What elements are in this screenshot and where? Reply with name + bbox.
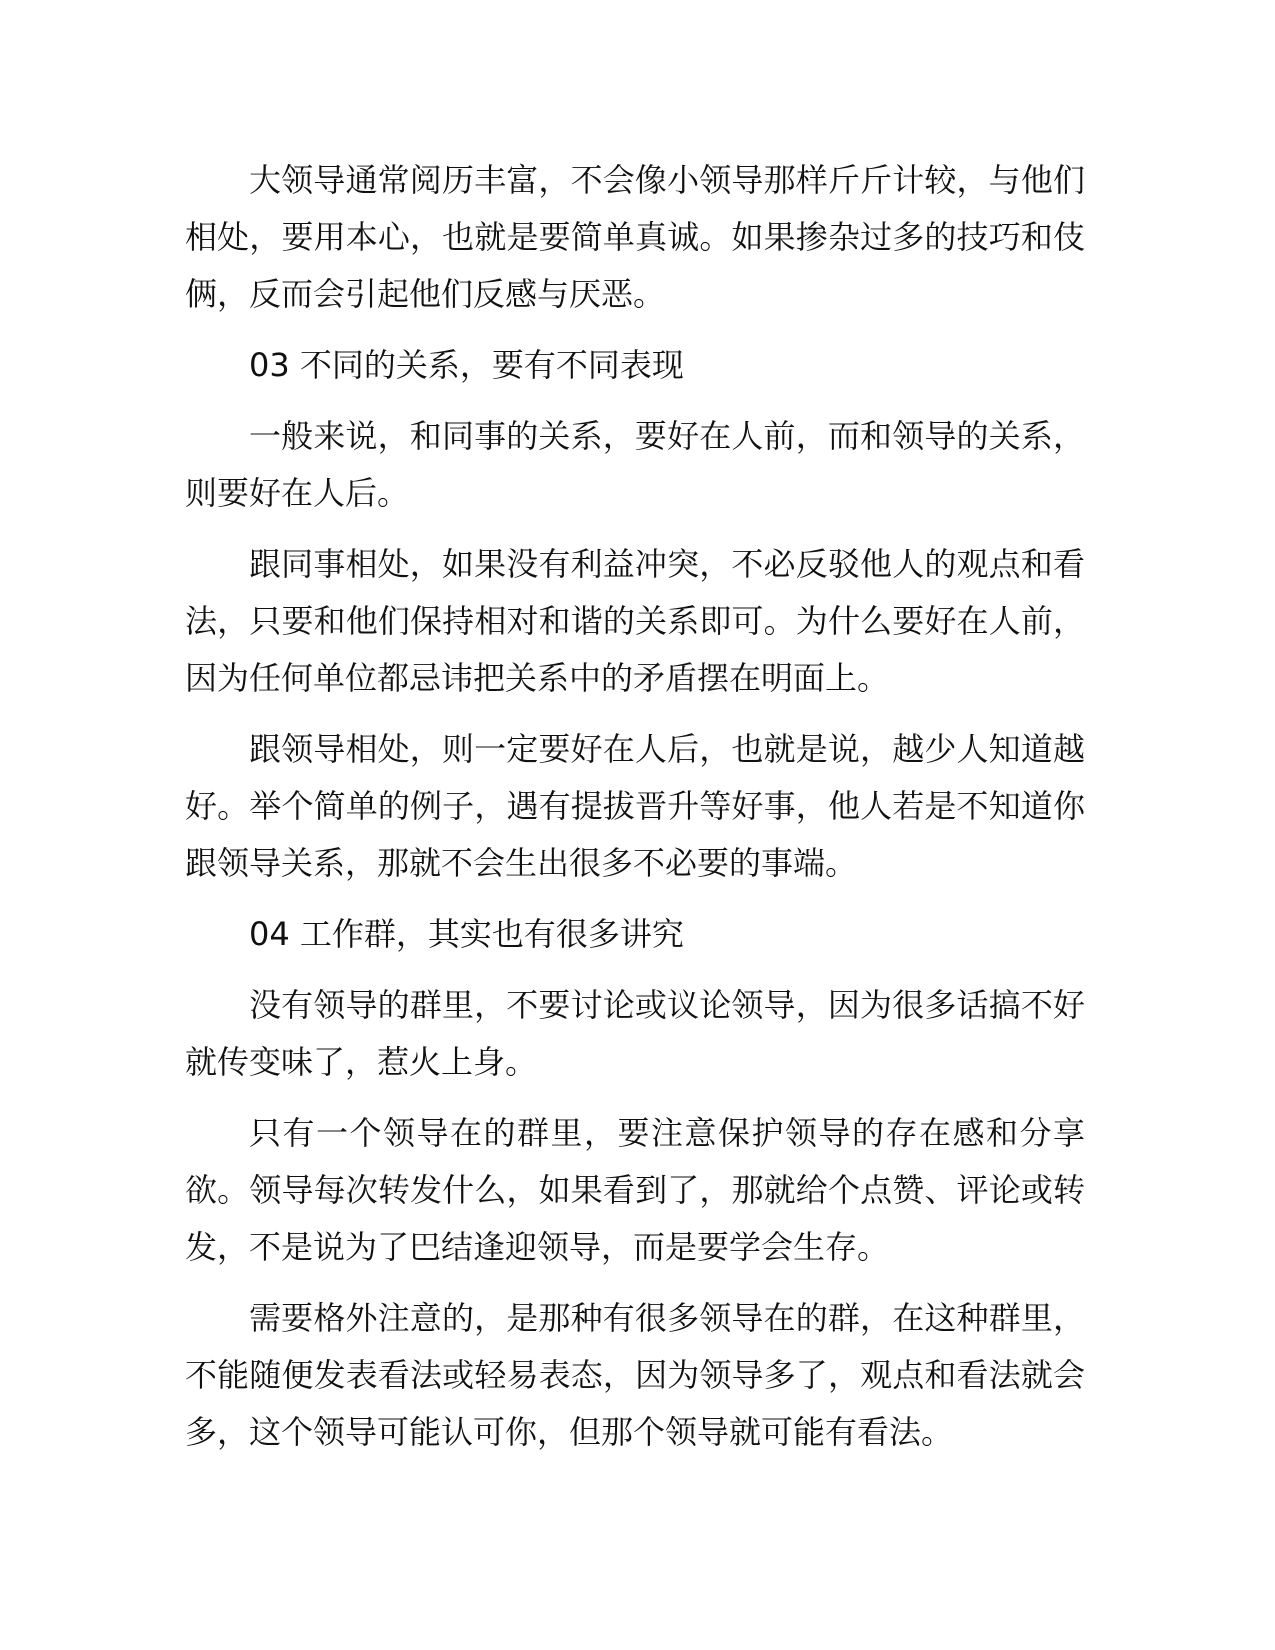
paragraph: 一般来说，和同事的关系，要好在人前，而和领导的关系，则要好在人后。 <box>185 417 1085 512</box>
paragraph: 没有领导的群里，不要讨论或议论领导，因为很多话搞不好就传变味了，惹火上身。 <box>185 986 1085 1081</box>
section-heading: 03 不同的关系，要有不同表现 <box>249 346 684 384</box>
paragraph: 跟领导相处，则一定要好在人后，也就是说，越少人知道越好。举个简单的例子，遇有提拔晋升等好事，他人若是不知道你跟领导关系，那就不会生出很多不必要的事端。 <box>185 730 1085 882</box>
document-body <box>185 152 1085 1475</box>
paragraph: 跟同事相处，如果没有利益冲突，不必反驳他人的观点和看法，只要和他们保持相对和谐的关系即可。为什么要好在人前，因为任何单位都忌讳把关系中的矛盾摆在明面上。 <box>185 545 1085 697</box>
paragraph: 需要格外注意的，是那种有很多领导在的群，在这种群里，不能随便发表看法或轻易表态，因为领导多了，观点和看法就会多，这个领导可能认可你，但那个领导就可能有看法。 <box>185 1299 1085 1451</box>
paragraph: 只有一个领导在的群里，要注意保护领导的存在感和分享欲。领导每次转发什么，如果看到了，那就给个点赞、评论或转发，不是说为了巴结逢迎领导，而是要学会生存。 <box>185 1114 1085 1266</box>
paragraph: 大领导通常阅历丰富，不会像小领导那样斤斤计较，与他们相处，要用本心，也就是要简单真诚。如果掺杂过多的技巧和伎俩，反而会引起他们反感与厌恶。 <box>185 161 1085 313</box>
section-heading: 04 工作群，其实也有很多讲究 <box>249 915 684 953</box>
